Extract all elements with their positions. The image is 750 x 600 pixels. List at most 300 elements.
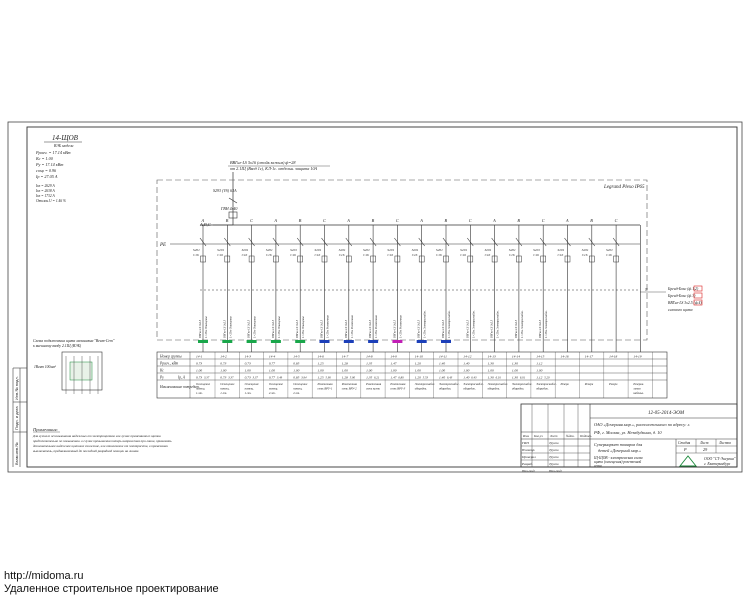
table-cell-p: 0.73 bbox=[220, 361, 227, 366]
feeder-14-18 bbox=[606, 218, 619, 352]
table-cell-i: 3.37 bbox=[228, 375, 234, 380]
table-header: Наименование потребит. bbox=[160, 385, 200, 389]
cable-tag: L=25м Электроснабж. bbox=[472, 310, 476, 338]
feeder-14-3 bbox=[242, 218, 257, 352]
table-cell-desc: Резервн. bbox=[633, 382, 644, 386]
breaker-label: C16 bbox=[557, 253, 564, 257]
table-header: Ру bbox=[160, 375, 164, 380]
cable-tag: L=25м Освещение bbox=[302, 316, 306, 338]
table-cell-pr: 0.77 bbox=[268, 375, 276, 380]
table-cell-k: 1.00 bbox=[196, 368, 203, 373]
table-cell-group: 14-3 bbox=[244, 354, 252, 359]
feeder-14-8 bbox=[363, 218, 378, 352]
table-cell-pr: 0.73 bbox=[220, 375, 227, 380]
table-cell-group: 14-12 bbox=[463, 354, 472, 359]
feeder-14-14 bbox=[509, 218, 524, 352]
table-cell-desc: Электроснабж. bbox=[414, 382, 436, 386]
table-cell-group: 14-4 bbox=[268, 354, 276, 359]
table-cell-pr: 1.47 bbox=[390, 375, 397, 380]
cable-tag: ВВГнг-LS 3х2.5 bbox=[369, 319, 373, 338]
breaker-label: C16 bbox=[460, 253, 466, 257]
cable-tag: L=25м Освещение bbox=[229, 316, 233, 338]
table-cell-group: 14-8 bbox=[366, 354, 373, 359]
panel-name: 14-ЩОВ bbox=[52, 134, 78, 142]
cable-tag: L=25м Электроснабж. bbox=[423, 310, 427, 338]
breaker-label: S201 bbox=[314, 248, 322, 252]
table-cell-i: 6.43 bbox=[471, 375, 477, 380]
outer-frame bbox=[8, 122, 742, 472]
breaker-label: S201 bbox=[265, 248, 273, 252]
table-cell-desc: 1-эт. bbox=[244, 391, 252, 395]
breaker-label: S201 bbox=[606, 248, 613, 252]
cable-tag: ВВГнг-LS 3х2.5 bbox=[223, 319, 227, 338]
group-color-marker bbox=[368, 340, 378, 343]
group-color-marker bbox=[295, 340, 305, 343]
table-cell-k: 1.00 bbox=[317, 368, 324, 373]
legend-title: Схема подключения щита механизма "Вент-Сет" bbox=[33, 339, 115, 343]
table-cell-desc: помещ. bbox=[293, 386, 303, 391]
table-cell-pr: 1.25 bbox=[317, 375, 324, 380]
breaker-label: S201 bbox=[533, 248, 540, 252]
table-cell-desc: Освещение bbox=[244, 382, 259, 386]
breaker-label: S201 bbox=[338, 248, 346, 252]
table-cell-desc: линия bbox=[633, 386, 641, 391]
stamp-title: детей «Дочерний мар.» bbox=[598, 448, 642, 453]
table-cell-p: 1.28 bbox=[341, 361, 348, 366]
table-cell-k: 1.00 bbox=[220, 368, 227, 373]
table-cell-group: 14-9 bbox=[390, 354, 397, 359]
table-cell-p: 0.73 bbox=[196, 361, 203, 366]
table-cell-desc: 2-эт. bbox=[293, 391, 300, 395]
breaker-label: C16 bbox=[411, 253, 418, 257]
table-cell-p: 1.40 bbox=[463, 361, 470, 366]
table-cell-k: 1.00 bbox=[487, 368, 494, 373]
feeder-14-15 bbox=[533, 218, 548, 352]
panel-param: Ру = 17.14 кВт bbox=[36, 162, 64, 167]
cable-tag: ВВГнг-LS 3х2.5 bbox=[466, 319, 470, 338]
table-cell-group: 14-17 bbox=[584, 354, 593, 359]
stamp-sheet-label: Лист bbox=[700, 441, 709, 445]
loads-table bbox=[157, 352, 667, 398]
table-cell-desc: сеть кухни bbox=[366, 386, 380, 391]
panel-param: Iр = 27.05 А bbox=[36, 174, 58, 179]
phase-label: C bbox=[395, 218, 399, 223]
table-cell-k: 1.00 bbox=[341, 368, 348, 373]
notes-heading: Примечания: bbox=[33, 427, 59, 432]
table-cell-group: 14-7 bbox=[341, 354, 349, 359]
breaker-label: C16 bbox=[217, 253, 223, 257]
stamp-company: ООО "СТ-Энергия" bbox=[704, 457, 736, 461]
feeder-14-2 bbox=[217, 218, 232, 352]
cable-tag: ВВГнг-LS 3х2.5 bbox=[271, 319, 275, 338]
binding-strip bbox=[13, 368, 27, 467]
table-cell-pr: 1.28 bbox=[341, 375, 348, 380]
cable-tag: L=25м Розеточная bbox=[350, 315, 354, 338]
breaker-label: C16 bbox=[484, 253, 491, 257]
stamp-sheet-title: щита (освещения) розеточной bbox=[594, 460, 642, 464]
table-cell-group: 14-15 bbox=[536, 354, 545, 359]
stamp-person-role: Нач.отд bbox=[522, 469, 535, 473]
table-cell-k: 1.00 bbox=[463, 368, 470, 373]
table-cell-desc: Резерв bbox=[560, 382, 569, 386]
table-cell-desc: Резерв bbox=[584, 382, 594, 386]
table-cell-desc: Резерв bbox=[609, 382, 618, 386]
table-cell-desc: оборудов. bbox=[439, 386, 452, 391]
breaker-label: C16 bbox=[290, 253, 296, 257]
table-cell-i: 5.90 bbox=[325, 375, 331, 380]
feeder-14-7 bbox=[339, 218, 354, 352]
feeder-14-13 bbox=[485, 218, 500, 352]
group-color-marker bbox=[320, 340, 330, 343]
group-color-marker bbox=[417, 340, 427, 343]
table-cell-desc: Освещение bbox=[268, 382, 284, 386]
stamp-title: Супермаркет товаров для bbox=[594, 442, 643, 447]
inner-frame bbox=[27, 127, 737, 467]
phase-label: C bbox=[614, 218, 618, 223]
breaker-label: S201 bbox=[363, 248, 370, 252]
group-color-marker bbox=[198, 340, 208, 343]
cable-tag: ВВГнг-LS 3х2.5 bbox=[199, 319, 202, 338]
table-cell-desc: помещ. bbox=[220, 386, 230, 391]
table-cell-desc: Электроснабж. bbox=[463, 382, 484, 386]
legend-diagram bbox=[33, 339, 115, 394]
table-cell-p: 1.40 bbox=[439, 361, 446, 366]
breaker-label: S201 bbox=[508, 248, 516, 252]
table-cell-desc: кабельн. bbox=[633, 391, 644, 395]
stamp-role-header: №док. bbox=[566, 434, 575, 438]
table-cell-pr: 1.30 bbox=[487, 375, 494, 380]
panel-param: Ррасч. = 17.14 кВт bbox=[36, 150, 71, 155]
cable-tag: ВВГнг-LS 3х2.5 bbox=[514, 319, 518, 338]
table-cell-i: 6.01 bbox=[495, 375, 501, 380]
right-note: ВВГнг-LS 3х2.5 (ф.4) bbox=[668, 301, 702, 305]
phase-label: B bbox=[225, 218, 229, 223]
cable-tag: ВВГнг-LS 3х2.5 bbox=[247, 319, 251, 338]
cable-tag: L=25м Освещение bbox=[277, 316, 281, 338]
table-cell-group: 14-10 bbox=[414, 354, 423, 359]
table-cell-p: 1.20 bbox=[414, 361, 421, 366]
table-cell-i: 6.43 bbox=[447, 375, 453, 380]
table-cell-p: 1.30 bbox=[511, 361, 519, 366]
cable-tag: L=25м Розеточная bbox=[326, 315, 330, 338]
table-cell-desc: оборудов. bbox=[511, 386, 525, 391]
stamp-person-role: Н.контр. bbox=[522, 448, 536, 452]
group-color-marker bbox=[344, 340, 354, 343]
table-header: Номер группы bbox=[160, 354, 182, 359]
group-color-marker bbox=[271, 340, 281, 343]
table-cell-k: 1.00 bbox=[390, 368, 397, 373]
table-cell-pr: 1.35 bbox=[366, 375, 373, 380]
side-label: Инв.№ подл. bbox=[14, 376, 19, 400]
table-cell-group: 14-11 bbox=[439, 354, 447, 359]
panel-current: Iкз = 1732 А bbox=[36, 194, 55, 198]
stamp-sheet-title: сети bbox=[594, 464, 602, 468]
table-cell-k: 1.00 bbox=[511, 368, 519, 373]
notes-line: выключатель, предназначенный до последней разрядной позиции на линиях. bbox=[33, 449, 140, 453]
table-cell-i: 3.94 bbox=[301, 375, 307, 380]
phase-label: A bbox=[420, 218, 423, 223]
table-cell-desc: сеть ВРУ-3 bbox=[390, 386, 406, 391]
stamp-company: г. Екатеринбург bbox=[704, 462, 731, 466]
stamp-person-name: Трусов bbox=[549, 441, 559, 445]
table-cell-p: 1.12 bbox=[536, 361, 543, 366]
phase-label: A bbox=[347, 218, 350, 223]
input-label: A,B,C bbox=[200, 222, 211, 227]
breaker-label: C16 bbox=[436, 253, 442, 257]
table-cell-desc: Электроснабж. bbox=[511, 382, 533, 386]
table-cell-desc: помещ. bbox=[244, 386, 254, 391]
table-cell-group: 14-1 bbox=[196, 354, 203, 359]
breaker-label: S201 bbox=[484, 248, 492, 252]
breaker-label: C16 bbox=[581, 253, 588, 257]
breaker-label: C16 bbox=[606, 253, 612, 257]
table-cell-k: 1.00 bbox=[293, 368, 300, 373]
table-cell-p: 1.30 bbox=[487, 361, 494, 366]
table-cell-p: 1.47 bbox=[390, 361, 397, 366]
group-color-marker bbox=[222, 340, 232, 343]
table-cell-desc: оборудов. bbox=[487, 386, 500, 391]
breaker-label: C16 bbox=[193, 253, 199, 257]
table-cell-p: 1.35 bbox=[366, 361, 373, 366]
stamp-role-header: Подпись bbox=[580, 434, 592, 438]
breaker-label: C16 bbox=[265, 253, 272, 257]
cable-tag: ВВГнг-LS 3х2.5 bbox=[344, 319, 348, 338]
title-block bbox=[521, 404, 737, 473]
stamp-code: 12-05-2014-ЭОМ bbox=[648, 411, 685, 416]
right-note: Бренд-Бокс (ф.1,2) bbox=[668, 287, 699, 291]
breaker-label: C16 bbox=[338, 253, 345, 257]
table-cell-k: 1.00 bbox=[439, 368, 446, 373]
feeder-14-12 bbox=[460, 218, 475, 352]
stamp-object: ОАО «Дочерняя мар.», расположенного по адресу: г. bbox=[594, 422, 691, 427]
n-label: N bbox=[645, 287, 648, 292]
table-cell-i: 5.53 bbox=[422, 375, 428, 380]
table-cell-desc: сеть ВРУ-2 bbox=[341, 386, 357, 391]
table-cell-desc: Освещение bbox=[220, 382, 235, 386]
table-cell-group: 14-13 bbox=[487, 354, 496, 359]
table-cell-p: 1.25 bbox=[317, 361, 324, 366]
phase-label: C bbox=[323, 218, 326, 223]
feeder-14-10 bbox=[412, 218, 427, 352]
stamp-person-role: ГИП bbox=[522, 441, 529, 445]
right-note: Бренд-Бокс (ф.3) bbox=[668, 294, 696, 298]
table-cell-k: 1.00 bbox=[244, 368, 251, 373]
stamp-sheet-title: Щ-ЩОВ - электрическая схема bbox=[594, 456, 643, 460]
right-notes bbox=[640, 286, 702, 312]
stamp-role-header: Лист bbox=[550, 434, 558, 438]
stamp-person-role: Проверил bbox=[522, 455, 536, 459]
watermark-url[interactable]: http://midoma.ru bbox=[4, 570, 84, 582]
table-cell-k: 1.00 bbox=[414, 368, 421, 373]
table-cell-desc: оборудов. bbox=[463, 386, 476, 391]
phase-label: C bbox=[541, 218, 545, 223]
table-cell-pr: 0.73 bbox=[196, 375, 203, 380]
notes-line: Для лучшего использования надежных от электрощитков или лучше применяемого щитка bbox=[33, 434, 161, 438]
table-cell-pr: 1.40 bbox=[439, 375, 446, 380]
panel-param: Кс = 1.00 bbox=[36, 156, 53, 161]
table-cell-group: 14-14 bbox=[511, 354, 521, 359]
phase-label: B bbox=[298, 218, 302, 223]
stamp-role-header: Кол.уч bbox=[534, 434, 543, 438]
stamp-person-name: Трусов bbox=[549, 455, 559, 459]
cable-tag: ВВГнг-LS 3х2.5 bbox=[296, 319, 300, 338]
feeder-14-11 bbox=[436, 218, 451, 352]
table-cell-group: 14-6 bbox=[317, 354, 324, 359]
table-cell-desc: Розеточная bbox=[317, 382, 333, 386]
cable-tag: L=25м Освещение bbox=[205, 316, 208, 338]
table-cell-desc: Электроснабж. bbox=[439, 382, 460, 386]
table-cell-desc: помещ. bbox=[196, 386, 206, 391]
notes-block bbox=[32, 427, 172, 454]
side-label: Взам.инв.№ bbox=[14, 442, 19, 465]
breaker-label: S201 bbox=[411, 248, 419, 252]
table-header: Кс bbox=[160, 368, 164, 373]
breaker-label: C16 bbox=[508, 253, 515, 257]
stamp-person-name: Трусов bbox=[549, 448, 559, 452]
enclosure-label: Legrand Plexo IP65 bbox=[604, 185, 645, 190]
panel-subtitle: ВЭБ модели bbox=[54, 144, 74, 148]
table-cell-pr: 1.40 bbox=[463, 375, 470, 380]
stamp-stage-label: Стадия bbox=[678, 441, 691, 445]
table-cell-desc: Освещение bbox=[293, 382, 308, 386]
table-cell-desc: 1-эт. bbox=[196, 391, 203, 395]
table-cell-group: 14-16 bbox=[560, 354, 569, 359]
feed-annotation bbox=[199, 160, 330, 228]
feeder-14-17 bbox=[582, 218, 595, 352]
phase-label: A bbox=[274, 218, 277, 223]
group-color-marker bbox=[441, 340, 451, 343]
feeder-14-1 bbox=[193, 218, 208, 352]
cable-tag: L=25м Электроснабж. bbox=[496, 310, 500, 338]
table-cell-desc: Розеточная bbox=[366, 382, 382, 386]
phase-label: A bbox=[201, 218, 205, 223]
breaker-label: S201 bbox=[241, 248, 249, 252]
table-cell-i: 3.49 bbox=[276, 375, 283, 380]
stamp-stage: Р bbox=[684, 447, 687, 452]
feed-cable: ВВГнг-LS 5х16 (стойк.зажим) ф=28 bbox=[230, 160, 296, 165]
table-cell-p: 0.85 bbox=[293, 361, 300, 366]
phase-label: A bbox=[493, 218, 496, 223]
table-cell-pr: 0.73 bbox=[244, 375, 251, 380]
table-cell-desc: оборудов. bbox=[414, 386, 427, 391]
table-header: Iр, А bbox=[178, 375, 185, 380]
feed-breaker: S293 (VS) 63А bbox=[213, 188, 237, 193]
table-cell-k: 1.00 bbox=[536, 368, 543, 373]
feeder-14-4 bbox=[266, 218, 281, 352]
breaker-label: S201 bbox=[436, 248, 443, 252]
table-cell-desc: Электроснабж. bbox=[536, 382, 557, 386]
phase-label: B bbox=[590, 218, 593, 223]
table-header: Ррасч., кВт bbox=[160, 361, 179, 366]
table-cell-i: 5.20 bbox=[544, 375, 550, 380]
panel-current: Отклон.U = 1.46 % bbox=[36, 199, 67, 203]
phase-label: B bbox=[517, 218, 520, 223]
feeder-14-16 bbox=[558, 218, 571, 352]
table-cell-i: 5.90 bbox=[349, 375, 356, 380]
stamp-person-name: Трусов bbox=[549, 462, 559, 466]
breaker-label: C16 bbox=[533, 253, 539, 257]
group-feeders bbox=[193, 218, 640, 352]
table-cell-group: 14-19 bbox=[633, 354, 642, 359]
table-cell-i: 6.01 bbox=[519, 375, 526, 380]
phase-label: C bbox=[250, 218, 253, 223]
phase-label: C bbox=[468, 218, 472, 223]
feeder-14-6 bbox=[315, 218, 330, 352]
feeder-14-9 bbox=[387, 218, 402, 352]
breaker-label: C16 bbox=[387, 253, 394, 257]
breaker-label: C16 bbox=[363, 253, 369, 257]
cable-tag: L=25м Розеточная bbox=[375, 315, 379, 338]
table-cell-group: 14-18 bbox=[609, 354, 618, 359]
cable-tag: L=25м Электроснабж. bbox=[520, 310, 524, 338]
breaker-label: S201 bbox=[460, 248, 468, 252]
legend-subtitle: к внешнему вводу 2.1Щ (ВЭБ) bbox=[33, 344, 82, 348]
table-cell-desc: помещ. bbox=[268, 386, 279, 391]
panel-param: cosφ = 0.96 bbox=[36, 168, 57, 173]
table-cell-pr: 1.12 bbox=[536, 375, 543, 380]
feed-cable-line2: от 2.1Щ (Ввод 1с), КЛ-1с. отдельн. защита 10А bbox=[230, 166, 318, 171]
table-cell-p: 0.77 bbox=[268, 361, 276, 366]
stamp-sheets-label: Листов bbox=[719, 441, 731, 445]
watermark-caption: Удаленное строительное проектирование bbox=[4, 583, 219, 595]
cable-tag: ВВГнг-LS 3х2.5 bbox=[320, 319, 324, 338]
table-cell-group: 14-2 bbox=[220, 354, 227, 359]
table-cell-desc: Электроснабж. bbox=[487, 382, 509, 386]
stamp-role-header: Изм. bbox=[523, 434, 530, 438]
panel-current: Iкз = 2629 А bbox=[36, 184, 55, 188]
feeder-14-5 bbox=[290, 218, 305, 352]
notes-line: дополнительное надежное щитовое снижение, или отключение от электросети, в примечании bbox=[33, 444, 168, 448]
table-cell-desc: оборудов. bbox=[536, 386, 549, 391]
cable-tag: ВВГнг-LS 3х2.5 bbox=[417, 319, 421, 338]
legend-label: 1Вент 100мм² bbox=[34, 365, 56, 369]
side-label: Подп. и дата bbox=[14, 406, 19, 430]
notes-line: предпочтительно по повышению. в случае превышения потерь напряжения при линии, применять bbox=[33, 439, 172, 443]
table-cell-p: 0.73 bbox=[244, 361, 251, 366]
breaker-label: C16 bbox=[241, 253, 248, 257]
right-note: силового щита bbox=[668, 308, 693, 312]
feed-switch: ГВН 4х40 bbox=[221, 206, 238, 211]
breaker-label: S201 bbox=[217, 248, 225, 252]
table-cell-k: 1.00 bbox=[366, 368, 373, 373]
table-cell-i: 3.37 bbox=[204, 375, 210, 380]
group-color-marker bbox=[392, 340, 402, 343]
table-cell-desc: 2-эт. bbox=[268, 391, 276, 395]
stamp-person-name: Нач.отд bbox=[549, 469, 562, 473]
cable-tag: L=25м Освещение bbox=[253, 316, 257, 338]
phase-label: B bbox=[444, 218, 448, 223]
breaker-label: C16 bbox=[314, 253, 321, 257]
breaker-label: S201 bbox=[290, 248, 297, 252]
table-cell-group: 14-5 bbox=[293, 354, 300, 359]
cable-tag: ВВГнг-LS 3х2.5 bbox=[442, 319, 445, 338]
stamp-address: РФ, г. Москва, ул. Незабудкина, д. 10 bbox=[594, 430, 662, 435]
cable-tag: ВВГнг-LS 3х2.5 bbox=[490, 319, 494, 338]
breaker-label: S201 bbox=[581, 248, 589, 252]
cable-tag: L=25м Электроснабж. bbox=[545, 310, 549, 338]
pe-label: PE bbox=[160, 243, 167, 248]
table-cell-pr: 0.85 bbox=[293, 375, 300, 380]
cable-tag: L=25м Розеточная bbox=[399, 315, 403, 338]
table-cell-i: 6.21 bbox=[374, 375, 380, 380]
cable-tag: L=25м Электроснабж. bbox=[448, 310, 451, 338]
panel-current: Iкз = 2638 А bbox=[36, 189, 55, 193]
phase-label: B bbox=[371, 218, 375, 223]
phase-label: A bbox=[566, 218, 569, 223]
cable-tag: ВВГнг-LS 3х2.5 bbox=[539, 319, 543, 338]
company-logo-icon bbox=[680, 456, 696, 466]
table-cell-k: 1.00 bbox=[268, 368, 276, 373]
